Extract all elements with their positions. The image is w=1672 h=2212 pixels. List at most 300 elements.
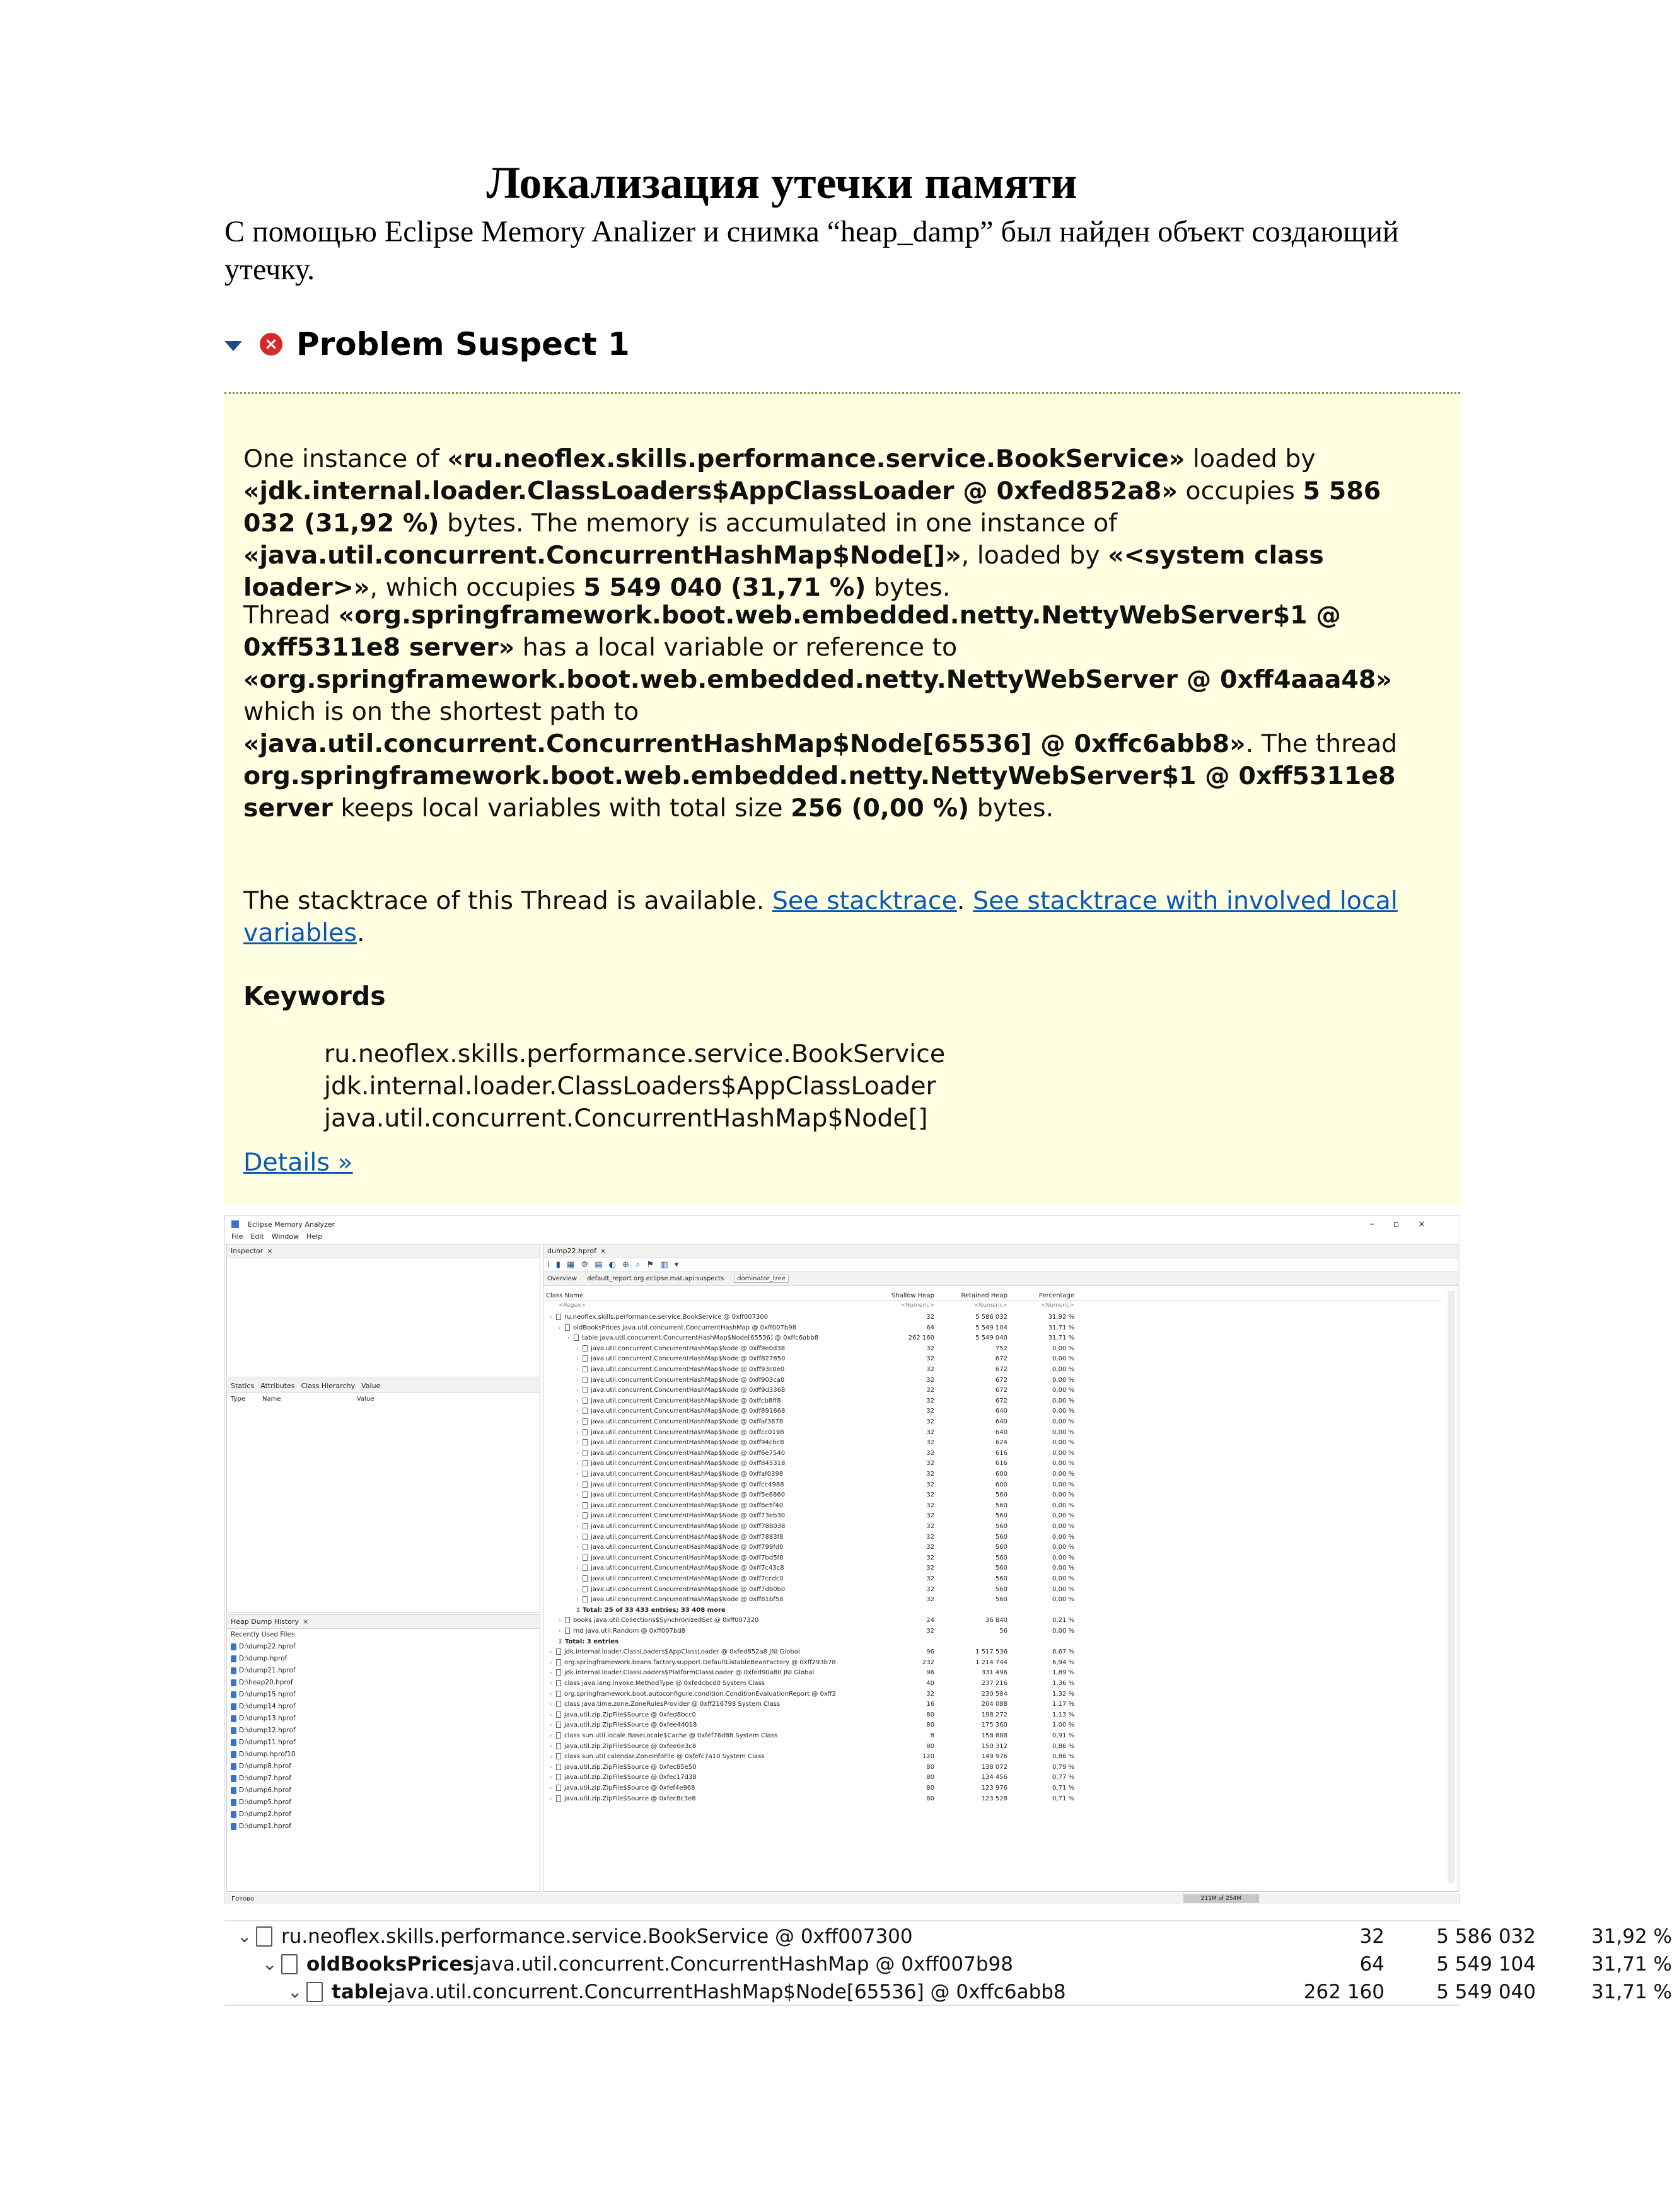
menu-file[interactable]: File — [231, 1232, 243, 1241]
row-retained: 56 — [999, 1628, 1007, 1635]
crop-row[interactable] — [224, 1950, 1672, 1978]
row-retained: 624 — [995, 1439, 1007, 1447]
row-class-name: › java.util.concurrent.ConcurrentHashMap$Node @ 0xffcb8ff8 — [576, 1397, 781, 1404]
row-shallow: 80 — [926, 1711, 934, 1718]
problem-suspect-header[interactable] — [224, 320, 630, 368]
bold-fragment: «org.springframework.boot.web.embedded.netty.NettyWebServer$1 @ 0xff5311e8 server» — [243, 601, 1341, 662]
row-retained: 134 456 — [981, 1774, 1007, 1781]
editor-tab-dump[interactable]: dump22.hprof — [547, 1247, 596, 1255]
row-class-name: › java.util.concurrent.ConcurrentHashMap$Node @ 0xff7db0b0 — [576, 1585, 786, 1593]
bold-fragment: 5 549 040 (31,71 %) — [583, 573, 866, 602]
row-class-name: › class java.lang.invoke.MethodType @ 0xfedcbcd0 System Class — [550, 1680, 765, 1687]
keyword-item: jdk.internal.loader.ClassLoaders$AppClassLoader — [324, 1072, 936, 1101]
row-percentage: 0,21 % — [1052, 1617, 1074, 1624]
collapse-triangle-icon[interactable] — [224, 341, 242, 351]
dominator-table — [546, 1291, 1441, 1884]
row-percentage: 0,00 % — [1052, 1418, 1074, 1425]
database-icon — [231, 1739, 236, 1746]
row-class-name: › java.util.zip.ZipFile$Source @ 0xfec85e50 — [550, 1763, 697, 1771]
text-fragment: has a local variable or reference to — [514, 633, 958, 662]
database-icon — [231, 1667, 236, 1674]
keyword-item: ru.neoflex.skills.performance.service.BookService — [324, 1039, 946, 1068]
row-shallow: 32 — [926, 1355, 934, 1363]
report-tabs — [543, 1272, 1458, 1286]
bold-fragment: «java.util.concurrent.ConcurrentHashMap$Node[65536] @ 0xffc6abb8» — [243, 729, 1246, 758]
col-retained-heap[interactable]: Retained Heap — [961, 1292, 1007, 1299]
row-percentage: 0,00 % — [1052, 1565, 1074, 1572]
row-shallow: 64 — [926, 1324, 934, 1331]
row-percentage: 0,00 % — [1052, 1491, 1074, 1499]
row-percentage: 0,71 % — [1052, 1785, 1074, 1792]
row-class-name: › java.util.zip.ZipFile$Source @ 0xfee0e3c8 — [550, 1742, 697, 1750]
recent-file[interactable] — [231, 1737, 540, 1749]
row-retained: 560 — [995, 1544, 1007, 1551]
row-class-name: › java.util.concurrent.ConcurrentHashMap$Node @ 0xff7c43c8 — [576, 1565, 784, 1572]
inspector-header[interactable] — [227, 1244, 540, 1258]
chevron-down-icon[interactable]: ⌄ — [287, 1981, 303, 2002]
recent-file[interactable] — [231, 1665, 540, 1677]
row-class-name: › java.util.concurrent.ConcurrentHashMap$Node @ 0xff788038 — [576, 1523, 786, 1530]
row-class-name: › books java.util.Collections$SynchronizedSet @ 0xff007320 — [559, 1617, 759, 1624]
tab-suspects[interactable]: default_report org.eclipse.mat.api:suspects — [587, 1275, 724, 1282]
row-retained: 123 528 — [981, 1795, 1007, 1802]
row-class-name: › java.util.concurrent.ConcurrentHashMap$Node @ 0xff6e5f40 — [576, 1502, 784, 1509]
row-shallow: 262 160 — [908, 1335, 934, 1342]
suspect-paragraph-3: The stacktrace of this Thread is available. See stacktrace. See stacktrace with involved local variables. — [243, 886, 1398, 947]
database-icon — [231, 1715, 236, 1722]
recent-files-list — [227, 1629, 540, 1833]
col-class-name[interactable]: Class Name — [546, 1292, 583, 1299]
row-percentage: 0,00 % — [1052, 1544, 1074, 1551]
recent-file-label: D:\dump.hprof — [239, 1655, 287, 1662]
row-percentage: 0,00 % — [1052, 1512, 1074, 1520]
crop-retained: 5 549 040 — [1436, 1981, 1536, 2003]
bold-fragment: «<system class loader>» — [243, 541, 1324, 602]
recent-file[interactable] — [231, 1689, 540, 1701]
row-percentage: 0,00 % — [1052, 1345, 1074, 1352]
menu-edit[interactable]: Edit — [250, 1232, 264, 1241]
row-percentage: 0,00 % — [1052, 1471, 1074, 1478]
recent-file-label: D:\dump11.hprof — [239, 1739, 296, 1746]
intro-paragraph: С помощью Eclipse Memory Analizer и снимка “heap_damp” был найден объект создающий утечку. — [224, 215, 1399, 286]
row-shallow: 32 — [926, 1596, 934, 1604]
close-icon[interactable]: × — [303, 1618, 309, 1626]
row-class-name: › java.util.concurrent.ConcurrentHashMap$Node @ 0xff845318 — [576, 1460, 786, 1468]
row-shallow: 8 — [930, 1732, 934, 1739]
row-retained: 5 549 104 — [975, 1324, 1007, 1331]
row-class-name: › org.springframework.beans.factory.support.DefaultListableBeanFactory @ 0xff293b78 — [550, 1659, 836, 1666]
row-class-name: › java.util.zip.ZipFile$Source @ 0xfec17d38 — [550, 1774, 697, 1781]
row-shallow: 32 — [926, 1460, 934, 1468]
col-type: Type — [231, 1396, 245, 1403]
keyword-item: java.util.concurrent.ConcurrentHashMap$Node[] — [324, 1104, 928, 1133]
row-class-name: › java.util.concurrent.ConcurrentHashMap$Node @ 0xff73eb30 — [576, 1512, 786, 1520]
row-retained: 560 — [995, 1575, 1007, 1582]
row-shallow: 32 — [926, 1471, 934, 1478]
row-class-name: › rnd java.util.Random @ 0xff007bd8 — [559, 1628, 685, 1635]
row-class-name: › java.util.concurrent.ConcurrentHashMap$Node @ 0xff799fd0 — [576, 1544, 784, 1551]
filter-retained[interactable]: <Numeric> — [974, 1302, 1007, 1309]
row-retained: 560 — [995, 1523, 1007, 1530]
app-icon — [231, 1220, 239, 1228]
row-retained: 1 214 744 — [975, 1659, 1007, 1666]
see-stacktrace-link[interactable]: See stacktrace — [772, 886, 957, 915]
row-retained: 331 496 — [981, 1669, 1007, 1677]
problem-suspect-title: Problem Suspect 1 — [296, 326, 630, 362]
row-shallow: 32 — [926, 1533, 934, 1541]
row-percentage: 1,17 % — [1052, 1701, 1074, 1708]
row-retained: 560 — [995, 1491, 1007, 1499]
suspect-paragraph-2 — [243, 599, 1416, 825]
text-fragment: which is on the shortest path to — [243, 697, 639, 726]
row-retained: 672 — [995, 1397, 1007, 1404]
row-percentage: 1,36 % — [1052, 1680, 1074, 1687]
row-retained: 175 360 — [981, 1722, 1007, 1729]
row-shallow: 40 — [926, 1680, 934, 1687]
database-icon — [231, 1763, 236, 1770]
row-percentage: 0,86 % — [1052, 1742, 1074, 1750]
window-controls[interactable]: –▫× — [1369, 1219, 1444, 1229]
recent-file-label: D:\dump1.hprof — [239, 1822, 291, 1830]
history-title: Heap Dump History — [231, 1618, 299, 1626]
row-class-name: › java.util.concurrent.ConcurrentHashMap$Node @ 0xff94cbc8 — [576, 1439, 784, 1447]
row-class-name: › jdk.internal.loader.ClassLoaders$PlatformClassLoader @ 0xfed90a80 JNI Global — [550, 1669, 815, 1677]
row-percentage: 0,91 % — [1052, 1732, 1074, 1739]
col-shallow-heap[interactable]: Shallow Heap — [891, 1292, 934, 1299]
row-class-name: › table java.util.concurrent.ConcurrentHashMap$Node[65536] @ 0xffc6abb8 — [567, 1335, 819, 1342]
crop-retained: 5 586 032 — [1436, 1925, 1536, 1948]
row-retained: 672 — [995, 1355, 1007, 1363]
row-shallow: 24 — [926, 1617, 934, 1624]
row-percentage: 0,00 % — [1052, 1502, 1074, 1509]
row-shallow: 120 — [922, 1753, 934, 1761]
recent-file[interactable] — [231, 1701, 540, 1713]
tab-class-hierarchy[interactable]: Class Hierarchy — [301, 1382, 356, 1390]
row-shallow: 32 — [926, 1387, 934, 1394]
recent-file[interactable] — [231, 1749, 540, 1761]
row-percentage: 0,00 % — [1052, 1397, 1074, 1404]
row-shallow: 32 — [926, 1523, 934, 1530]
object-icon — [281, 1954, 298, 1974]
status-bar — [225, 1893, 1460, 1904]
status-text: Готово — [231, 1895, 255, 1902]
recent-file[interactable] — [231, 1761, 540, 1773]
crop-row[interactable] — [224, 1978, 1672, 2006]
row-class-name: › java.util.concurrent.ConcurrentHashMap$Node @ 0xffcc0198 — [576, 1428, 784, 1436]
text-fragment: bytes. — [866, 573, 951, 602]
row-shallow: 32 — [926, 1408, 934, 1415]
recent-file-label: D:\dump7.hprof — [239, 1775, 291, 1782]
row-class-name: › java.util.zip.ZipFile$Source @ 0xfed8bcc0 — [550, 1711, 696, 1718]
row-retained: 560 — [995, 1565, 1007, 1572]
keywords-heading: Keywords — [243, 981, 386, 1011]
row-shallow: 80 — [926, 1774, 934, 1781]
row-shallow: 32 — [926, 1449, 934, 1457]
chevron-down-icon[interactable]: ⌄ — [237, 1926, 252, 1947]
row-retained: 600 — [995, 1481, 1007, 1488]
row-retained: 752 — [995, 1345, 1007, 1352]
row-shallow: 32 — [926, 1345, 934, 1352]
text-fragment: . The thread — [1245, 729, 1398, 758]
recent-file-label: D:\dump15.hprof — [239, 1691, 296, 1698]
row-class-name: › oldBooksPrices java.util.concurrent.ConcurrentHashMap @ 0xff007b98 — [559, 1324, 796, 1331]
crop-shallow: 32 — [1359, 1925, 1385, 1948]
crop-shallow: 262 160 — [1303, 1981, 1385, 2003]
recent-file-label: D:\dump5.hprof — [239, 1798, 291, 1806]
crop-percentage: 31,71 % — [1591, 1981, 1672, 2003]
row-percentage: 0,00 % — [1052, 1439, 1074, 1447]
row-shallow: 80 — [926, 1795, 934, 1802]
row-percentage: 0,71 % — [1052, 1795, 1074, 1802]
menu-help[interactable]: Help — [306, 1232, 323, 1241]
tab-value[interactable]: Value — [361, 1382, 381, 1390]
recent-file[interactable] — [231, 1677, 540, 1689]
row-retained: 198 272 — [981, 1711, 1007, 1718]
recent-file[interactable] — [231, 1725, 540, 1737]
bold-fragment: «java.util.concurrent.ConcurrentHashMap$Node[]» — [243, 541, 961, 570]
tab-attributes[interactable]: Attributes — [260, 1382, 295, 1390]
close-icon[interactable]: × — [267, 1247, 273, 1255]
row-retained: 600 — [995, 1471, 1007, 1478]
row-class-name: › java.util.concurrent.ConcurrentHashMap$Node @ 0xff5e8860 — [576, 1491, 786, 1499]
page-title: Локализация утечки памяти — [486, 158, 1077, 208]
row-retained: 560 — [995, 1554, 1007, 1561]
problem-suspect-box — [224, 392, 1460, 1205]
recent-file-label: D:\dump22.hprof — [239, 1643, 296, 1650]
row-retained: 5 586 032 — [975, 1314, 1007, 1321]
row-class-name: › class java.time.zone.ZoneRulesProvider @ 0xff216798 System Class — [550, 1701, 781, 1708]
row-shallow: 32 — [926, 1690, 934, 1698]
row-retained: 560 — [995, 1512, 1007, 1520]
row-shallow: 96 — [926, 1669, 934, 1677]
row-shallow: 32 — [926, 1554, 934, 1561]
row-class-name: Σ Total: 25 of 33 433 entries; 33 408 more — [576, 1606, 726, 1614]
recent-file[interactable] — [231, 1797, 540, 1809]
row-retained: 150 312 — [981, 1742, 1007, 1750]
heap-status[interactable]: 211M of 254M — [1183, 1894, 1259, 1903]
row-percentage: 0,00 % — [1052, 1449, 1074, 1457]
details-link[interactable]: Details » — [243, 1148, 353, 1177]
database-icon — [231, 1811, 236, 1818]
row-shallow: 32 — [926, 1575, 934, 1582]
row-shallow: 32 — [926, 1544, 934, 1551]
recent-file-label: D:\dump14.hprof — [239, 1703, 296, 1710]
row-percentage: 0,00 % — [1052, 1585, 1074, 1593]
recent-file-label: D:\dump12.hprof — [239, 1727, 296, 1734]
database-icon — [231, 1643, 236, 1650]
col-percentage[interactable]: Percentage — [1038, 1292, 1074, 1299]
database-icon — [231, 1727, 236, 1734]
recent-file[interactable] — [231, 1809, 540, 1821]
database-icon — [231, 1799, 236, 1806]
row-percentage: 1,32 % — [1052, 1690, 1074, 1698]
row-retained: 560 — [995, 1502, 1007, 1509]
database-icon — [231, 1691, 236, 1698]
filter-percentage[interactable]: <Numeric> — [1041, 1302, 1074, 1309]
tab-overview[interactable]: Overview — [547, 1275, 578, 1282]
row-percentage: 0,86 % — [1052, 1753, 1074, 1761]
row-retained: 672 — [995, 1376, 1007, 1384]
tab-dominator-tree[interactable]: dominator_tree — [734, 1275, 789, 1283]
scrollbar[interactable] — [1448, 1291, 1455, 1884]
row-shallow: 32 — [926, 1512, 934, 1520]
col-name: Name — [262, 1396, 281, 1403]
row-shallow: 80 — [926, 1785, 934, 1792]
recent-file-label: D:\dump6.hprof — [239, 1786, 291, 1794]
row-shallow: 32 — [926, 1491, 934, 1499]
row-percentage: 6,94 % — [1052, 1659, 1074, 1666]
row-percentage: 1,89 % — [1052, 1669, 1074, 1677]
filter-regex[interactable]: <Regex> — [559, 1302, 586, 1309]
row-shallow: 80 — [926, 1722, 934, 1729]
row-class-name: › ru.neoflex.skills.performance.service.BookService @ 0xff007300 — [550, 1314, 769, 1321]
row-class-name: Σ Total: 3 entries — [559, 1638, 619, 1645]
stacktrace-text: The stacktrace of this Thread is available. — [243, 886, 772, 915]
row-retained: 560 — [995, 1533, 1007, 1541]
row-class-name: › java.util.concurrent.ConcurrentHashMap$Node @ 0xff93c0e0 — [576, 1366, 785, 1373]
row-class-name: › java.util.concurrent.ConcurrentHashMap$Node @ 0xffaf0398 — [576, 1471, 784, 1478]
row-class-name: › java.util.concurrent.ConcurrentHashMap$Node @ 0xff827850 — [576, 1355, 786, 1363]
row-shallow: 32 — [926, 1628, 934, 1635]
recent-file[interactable] — [231, 1641, 540, 1653]
row-class-name: › java.util.concurrent.ConcurrentHashMap$Node @ 0xff81bf58 — [576, 1596, 784, 1604]
row-percentage: 0,00 % — [1052, 1523, 1074, 1530]
database-icon — [231, 1655, 236, 1662]
row-percentage: 0,00 % — [1052, 1554, 1074, 1561]
crop-shallow: 64 — [1359, 1953, 1385, 1976]
bold-fragment: «org.springframework.boot.web.embedded.netty.NettyWebServer @ 0xff4aaa48» — [243, 665, 1392, 694]
row-shallow: 32 — [926, 1314, 934, 1321]
window-title: Eclipse Memory Analyzer — [248, 1220, 335, 1229]
row-percentage: 0,00 % — [1052, 1533, 1074, 1541]
row-percentage: 0,77 % — [1052, 1774, 1074, 1781]
row-percentage: 8,67 % — [1052, 1648, 1074, 1656]
recent-file-label: D:\dump2.hprof — [239, 1810, 291, 1818]
bold-fragment: «jdk.internal.loader.ClassLoaders$AppClassLoader @ 0xfed852a8» — [243, 477, 1178, 506]
row-retained: 560 — [995, 1585, 1007, 1593]
row-percentage: 1,00 % — [1052, 1722, 1074, 1729]
crop-row-name: ⌄ ru.neoflex.skills.performance.service.BookService @ 0xff007300 — [237, 1923, 913, 1950]
database-icon — [231, 1679, 236, 1686]
close-icon[interactable]: × — [600, 1247, 607, 1255]
row-class-name: › java.util.zip.ZipFile$Source @ 0xfef4e968 — [550, 1785, 695, 1792]
row-shallow: 32 — [926, 1585, 934, 1593]
row-retained: 149 976 — [981, 1753, 1007, 1761]
inspector-columns — [227, 1393, 540, 1405]
text-fragment: Thread — [243, 601, 339, 630]
row-retained: 672 — [995, 1366, 1007, 1373]
crop-percentage: 31,92 % — [1591, 1925, 1672, 1948]
recent-file-label: D:\heap20.hprof — [239, 1679, 293, 1686]
text-fragment: bytes. The memory is accumulated in one instance of — [439, 509, 1118, 538]
row-class-name: › java.util.zip.ZipFile$Source @ 0xfec8c3e8 — [550, 1795, 696, 1802]
row-percentage: 0,00 % — [1052, 1376, 1074, 1384]
row-percentage: 1,13 % — [1052, 1711, 1074, 1718]
row-retained: 640 — [995, 1418, 1007, 1425]
row-shallow: 32 — [926, 1418, 934, 1425]
filter-shallow[interactable]: <Numeric> — [901, 1302, 934, 1309]
tab-statics[interactable]: Statics — [231, 1382, 255, 1390]
text-fragment: occupies — [1177, 477, 1303, 506]
row-percentage: 31,71 % — [1048, 1324, 1074, 1331]
row-percentage: 0,00 % — [1052, 1428, 1074, 1436]
row-percentage: 0,00 % — [1052, 1460, 1074, 1468]
bold-fragment: 5 586 032 (31,92 %) — [243, 477, 1381, 538]
editor-tabs — [543, 1244, 1458, 1258]
row-percentage: 31,92 % — [1048, 1314, 1074, 1321]
recent-file-label: D:\dump13.hprof — [239, 1715, 296, 1722]
row-class-name: › class sun.util.locale.BaseLocale$Cache @ 0xfef76d88 System Class — [550, 1732, 778, 1739]
row-class-name: › java.util.concurrent.ConcurrentHashMap$Node @ 0xff7ccdc0 — [576, 1575, 784, 1582]
recent-file-label: D:\dump.hprof10 — [239, 1751, 296, 1758]
crop-row-name: ⌄ oldBooksPrices java.util.concurrent.ConcurrentHashMap @ 0xff007b98 — [262, 1950, 1013, 1978]
row-retained: 1 517 536 — [975, 1648, 1007, 1656]
text-fragment: bytes. — [969, 794, 1054, 823]
row-class-name: › java.util.concurrent.ConcurrentHashMap$Node @ 0xffcc4988 — [576, 1481, 784, 1488]
row-shallow: 16 — [926, 1701, 934, 1708]
database-icon — [231, 1787, 236, 1794]
heap-dump-history-panel — [226, 1614, 540, 1892]
bold-fragment: 256 (0,00 %) — [791, 794, 970, 823]
object-icon — [256, 1926, 272, 1947]
recent-file[interactable] — [231, 1713, 540, 1725]
inspector-attributes-panel — [226, 1379, 540, 1613]
recent-file[interactable] — [231, 1773, 540, 1785]
recent-file[interactable] — [231, 1785, 540, 1797]
row-shallow: 32 — [926, 1565, 934, 1572]
row-shallow: 32 — [926, 1397, 934, 1404]
recent-file[interactable] — [231, 1653, 540, 1665]
menu-bar — [225, 1230, 1460, 1242]
row-shallow: 80 — [926, 1763, 934, 1771]
see-stacktrace-variables-link[interactable]: See stacktrace with involved local variables — [243, 886, 1398, 947]
history-header — [227, 1615, 540, 1629]
mat-screenshot — [224, 1215, 1460, 1904]
row-retained: 204 088 — [981, 1701, 1007, 1708]
text-fragment: loaded by — [1185, 444, 1316, 473]
crop-row-name: ⌄ table java.util.concurrent.ConcurrentHashMap$Node[65536] @ 0xffc6abb8 — [287, 1978, 1066, 2006]
recent-file[interactable] — [231, 1821, 540, 1833]
row-retained: 640 — [995, 1408, 1007, 1415]
row-shallow: 32 — [926, 1428, 934, 1436]
row-retained: 158 888 — [981, 1732, 1007, 1739]
crop-row[interactable] — [224, 1923, 1672, 1950]
row-percentage: 0,79 % — [1052, 1763, 1074, 1771]
editor-toolbar[interactable]: ⅰ ▮ ▦ ⚙ ▤ ◐ ⊕ ⌕ ⚑ ▥ ▾ — [543, 1258, 1458, 1272]
row-retained: 36 840 — [985, 1617, 1007, 1624]
database-icon — [231, 1703, 236, 1710]
chevron-down-icon[interactable]: ⌄ — [262, 1954, 277, 1974]
database-icon — [231, 1751, 236, 1758]
keywords-list — [324, 1038, 945, 1135]
inspector-title: Inspector — [231, 1247, 264, 1255]
crop-retained: 5 549 104 — [1436, 1953, 1536, 1976]
crop-percentage: 31,71 % — [1591, 1953, 1672, 1976]
bold-fragment: org.springframework.boot.web.embedded.netty.NettyWebServer$1 @ 0xff5311e8 server — [243, 761, 1396, 823]
menu-window[interactable]: Window — [271, 1232, 299, 1241]
row-percentage: 0,00 % — [1052, 1355, 1074, 1363]
dominator-crop-table — [224, 1920, 1672, 2006]
database-icon — [231, 1775, 236, 1782]
row-retained: 230 584 — [981, 1690, 1007, 1698]
recent-file-label: D:\dump8.hprof — [239, 1763, 291, 1770]
row-class-name: › java.util.concurrent.ConcurrentHashMap$Node @ 0xff7883f8 — [576, 1533, 784, 1541]
row-shallow: 232 — [922, 1659, 934, 1666]
error-icon: × — [260, 333, 282, 356]
row-percentage: 0,00 % — [1052, 1387, 1074, 1394]
row-percentage: 0,00 % — [1052, 1366, 1074, 1373]
col-value: Value — [357, 1396, 374, 1403]
